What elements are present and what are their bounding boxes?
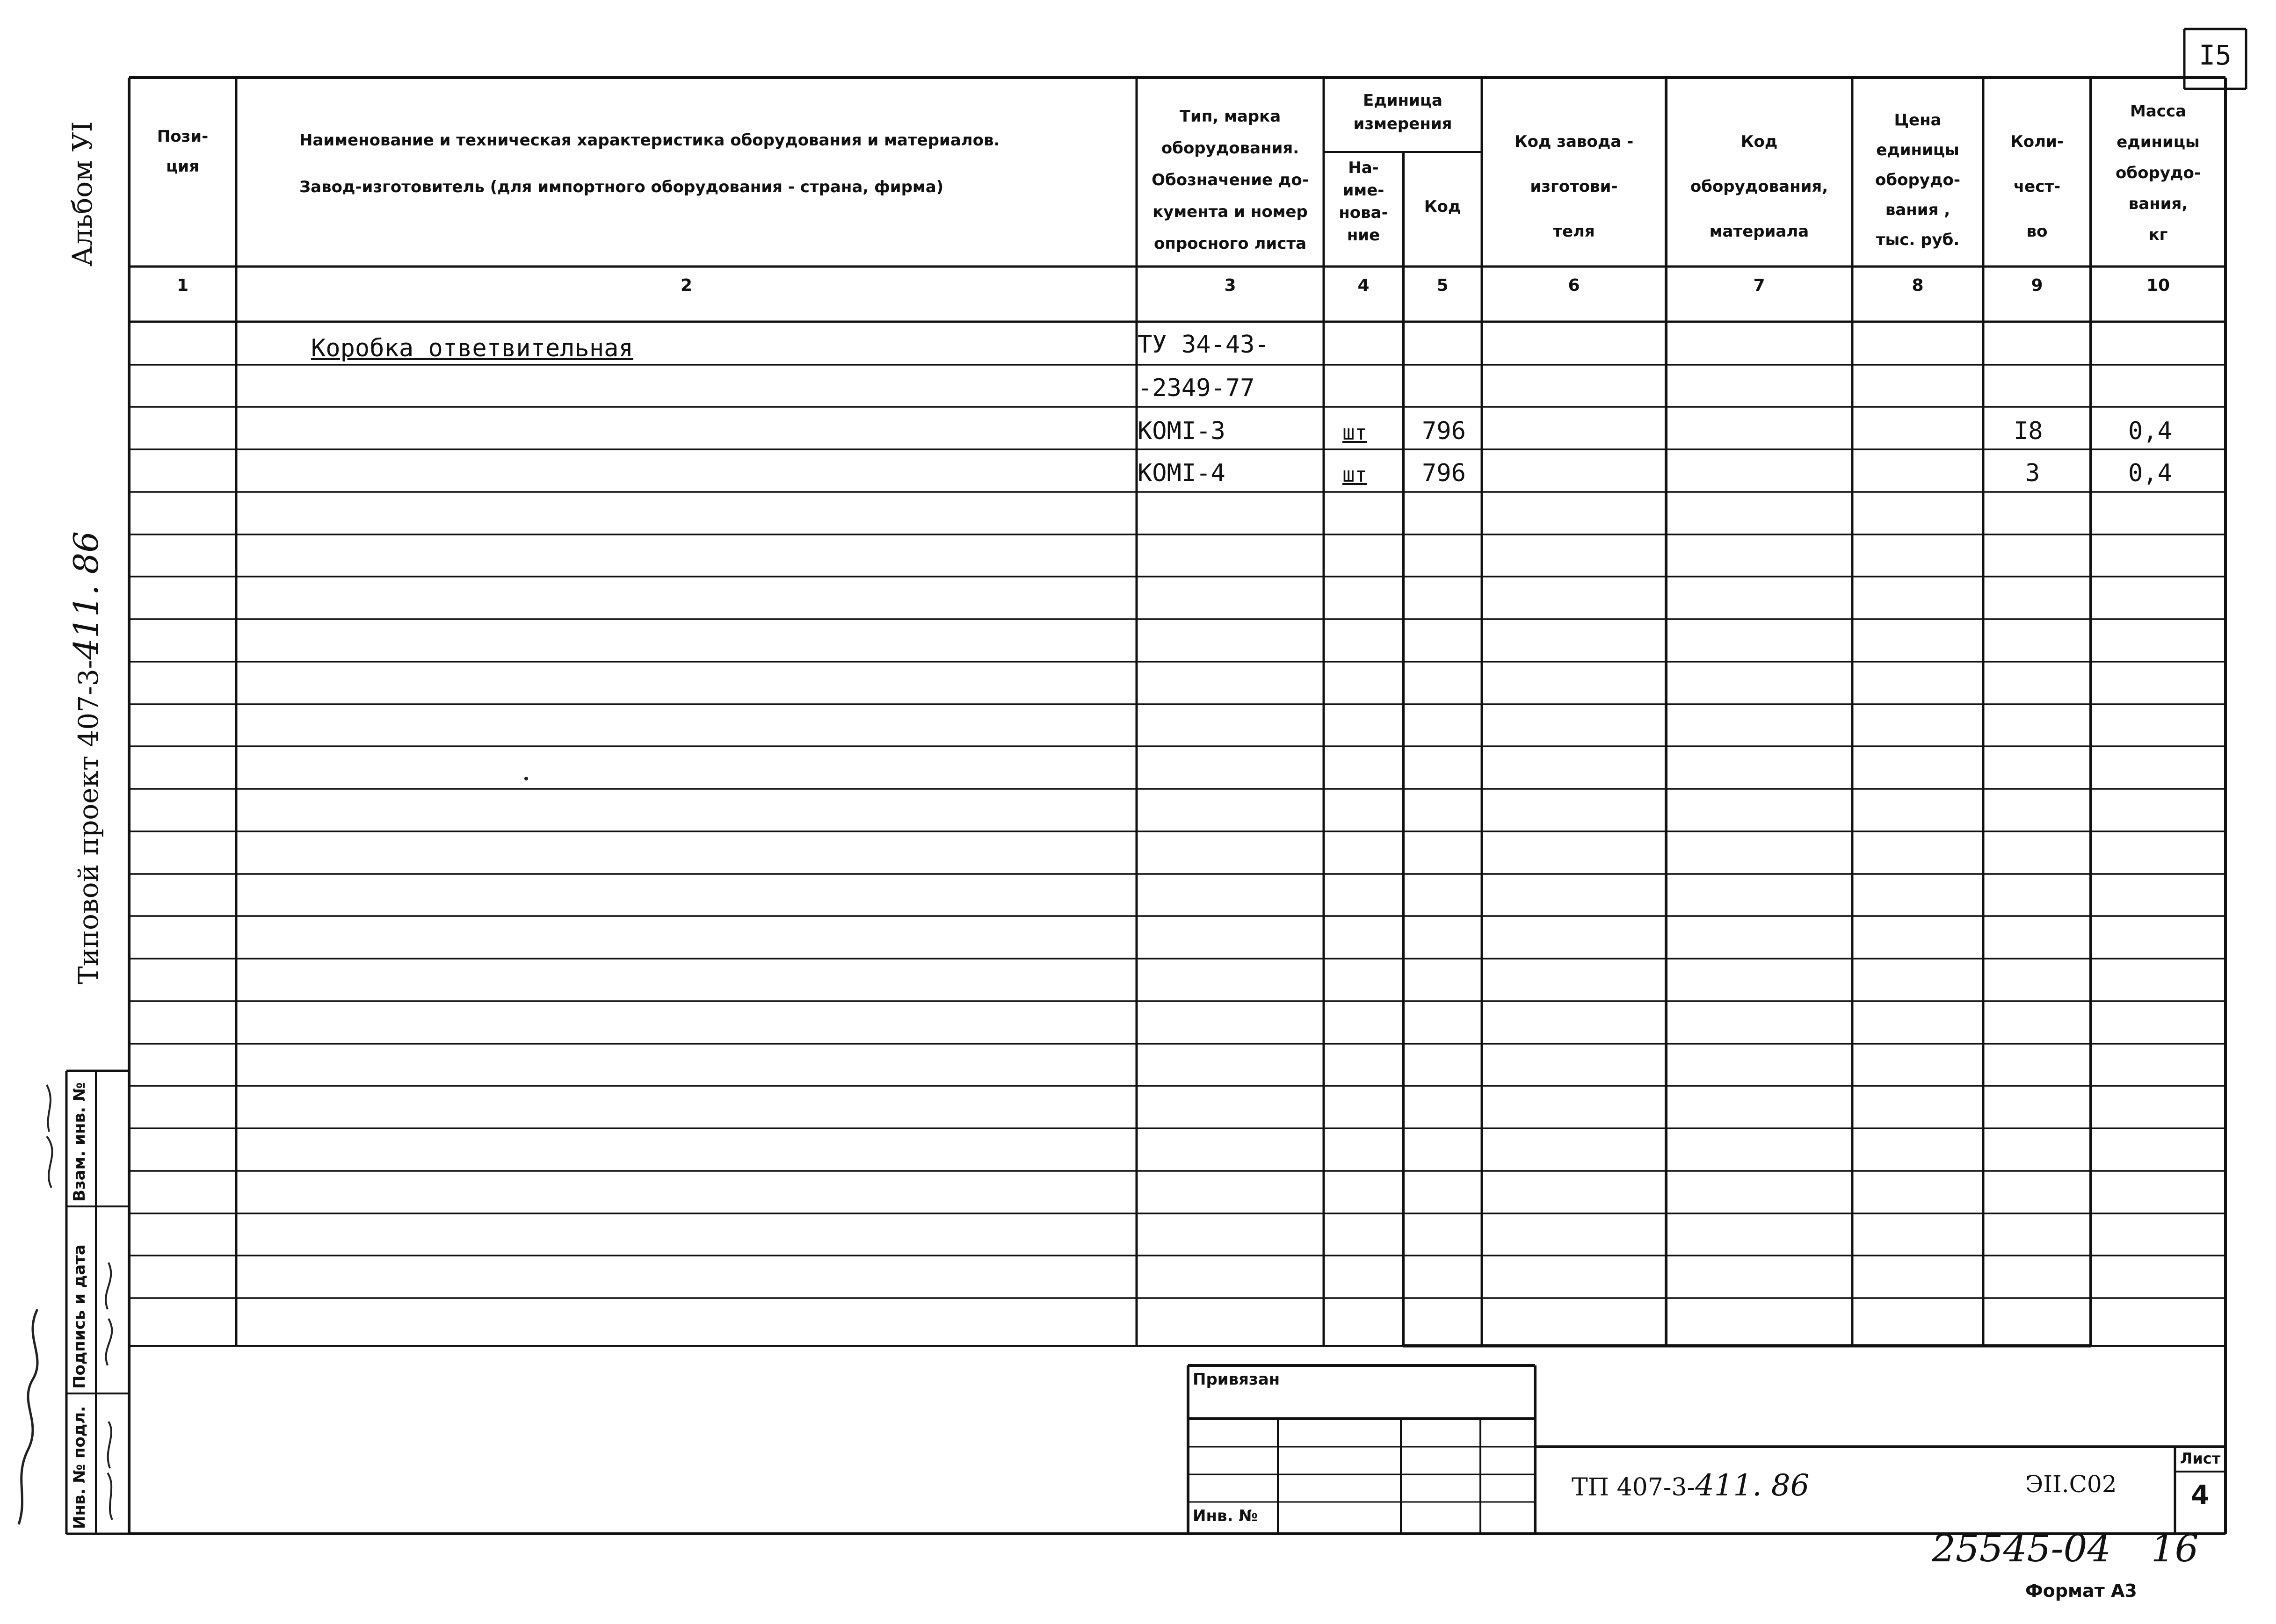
row-3-qty: I8 bbox=[2014, 417, 2043, 445]
column-number: 6 bbox=[1568, 276, 1580, 295]
stamp-sign-date-label: Подпись и дата bbox=[70, 1244, 89, 1389]
row-3-unit: шт bbox=[1342, 421, 1367, 445]
row-3-type: КОМI-3 bbox=[1138, 417, 1225, 445]
header-plant-code: Код завода - изготови- теля bbox=[1514, 132, 1634, 241]
header-unit: Единица измерения bbox=[1353, 91, 1452, 133]
handwritten-signatures bbox=[0, 1075, 129, 1534]
column-number: 3 bbox=[1224, 276, 1236, 295]
header-unit-name: На- име- нова- ние bbox=[1339, 159, 1388, 245]
document-mark: ЭII.C02 bbox=[2025, 1471, 2117, 1498]
project-label bbox=[66, 531, 106, 984]
row-4-code: 796 bbox=[1422, 459, 1466, 487]
column-number: 2 bbox=[680, 276, 693, 295]
row-3-code: 796 bbox=[1422, 417, 1466, 445]
column-number: 7 bbox=[1753, 276, 1765, 295]
inv-no-label: Инв. № bbox=[1193, 1507, 1258, 1525]
document-code-prefix: ТП 407-3- bbox=[1572, 1473, 1696, 1501]
column-number: 4 bbox=[1357, 276, 1370, 295]
row-3-mass: 0,4 bbox=[2128, 417, 2172, 445]
header-position: Пози- ция bbox=[157, 127, 209, 176]
project-label-prefix: Типовой проект 407-3- bbox=[72, 659, 104, 984]
header-equipment-code: Код оборудования, материала bbox=[1690, 132, 1828, 241]
album-label: Альбом УI bbox=[66, 121, 98, 267]
column-number: 1 bbox=[176, 276, 189, 295]
project-label-hand: 411. 86 bbox=[66, 531, 106, 660]
privyazan-label: Привязан bbox=[1193, 1370, 1280, 1389]
header-unit-code: Код bbox=[1424, 197, 1461, 216]
column-number: 5 bbox=[1436, 276, 1449, 295]
sheet-label: I5 bbox=[2199, 39, 2232, 71]
archive-page: 16 bbox=[2151, 1527, 2199, 1570]
row-4-mass: 0,4 bbox=[2128, 459, 2172, 487]
document-code bbox=[1572, 1468, 1809, 1503]
row-4-unit: шт bbox=[1342, 463, 1367, 487]
row-1-type: ТУ 34-43- bbox=[1138, 331, 1269, 359]
document-code-hand: 411. 86 bbox=[1695, 1468, 1810, 1503]
list-label: Лист bbox=[2180, 1450, 2221, 1467]
header-mass: Масса единицы оборудо- вания, кг bbox=[2116, 102, 2201, 244]
column-number: 9 bbox=[2031, 276, 2043, 295]
column-number: 10 bbox=[2146, 276, 2170, 295]
column-number: 8 bbox=[1912, 276, 1924, 295]
row-4-qty: 3 bbox=[2025, 459, 2040, 487]
stamp-vzam-inv-label: Взам. инв. № bbox=[70, 1082, 89, 1202]
header-name-line1: Наименование и техническая характеристика оборудования и материалов. bbox=[299, 131, 1000, 150]
header-price: Цена единицы оборудо- вания , тыс. руб. bbox=[1875, 111, 1960, 249]
archive-number-main: 25545-04 bbox=[1932, 1527, 2111, 1570]
row-4-type: КОМI-4 bbox=[1138, 459, 1225, 487]
header-name-line2: Завод-изготовитель (для импортного оборудования - страна, фирма) bbox=[299, 178, 944, 196]
header-quantity: Коли- чест- во bbox=[2010, 132, 2064, 241]
list-number: 4 bbox=[2191, 1480, 2210, 1510]
row-1-name: Коробка ответвительная bbox=[311, 334, 633, 362]
archive-number bbox=[1932, 1527, 2199, 1570]
format-label: Формат А3 bbox=[2025, 1581, 2137, 1601]
header-type: Тип, марка оборудования. Обозначение до- кумента и номер опросного листа bbox=[1152, 107, 1309, 253]
stamp-inv-podl-label: Инв. № подл. bbox=[70, 1406, 89, 1529]
row-2-type: -2349-77 bbox=[1138, 374, 1255, 402]
